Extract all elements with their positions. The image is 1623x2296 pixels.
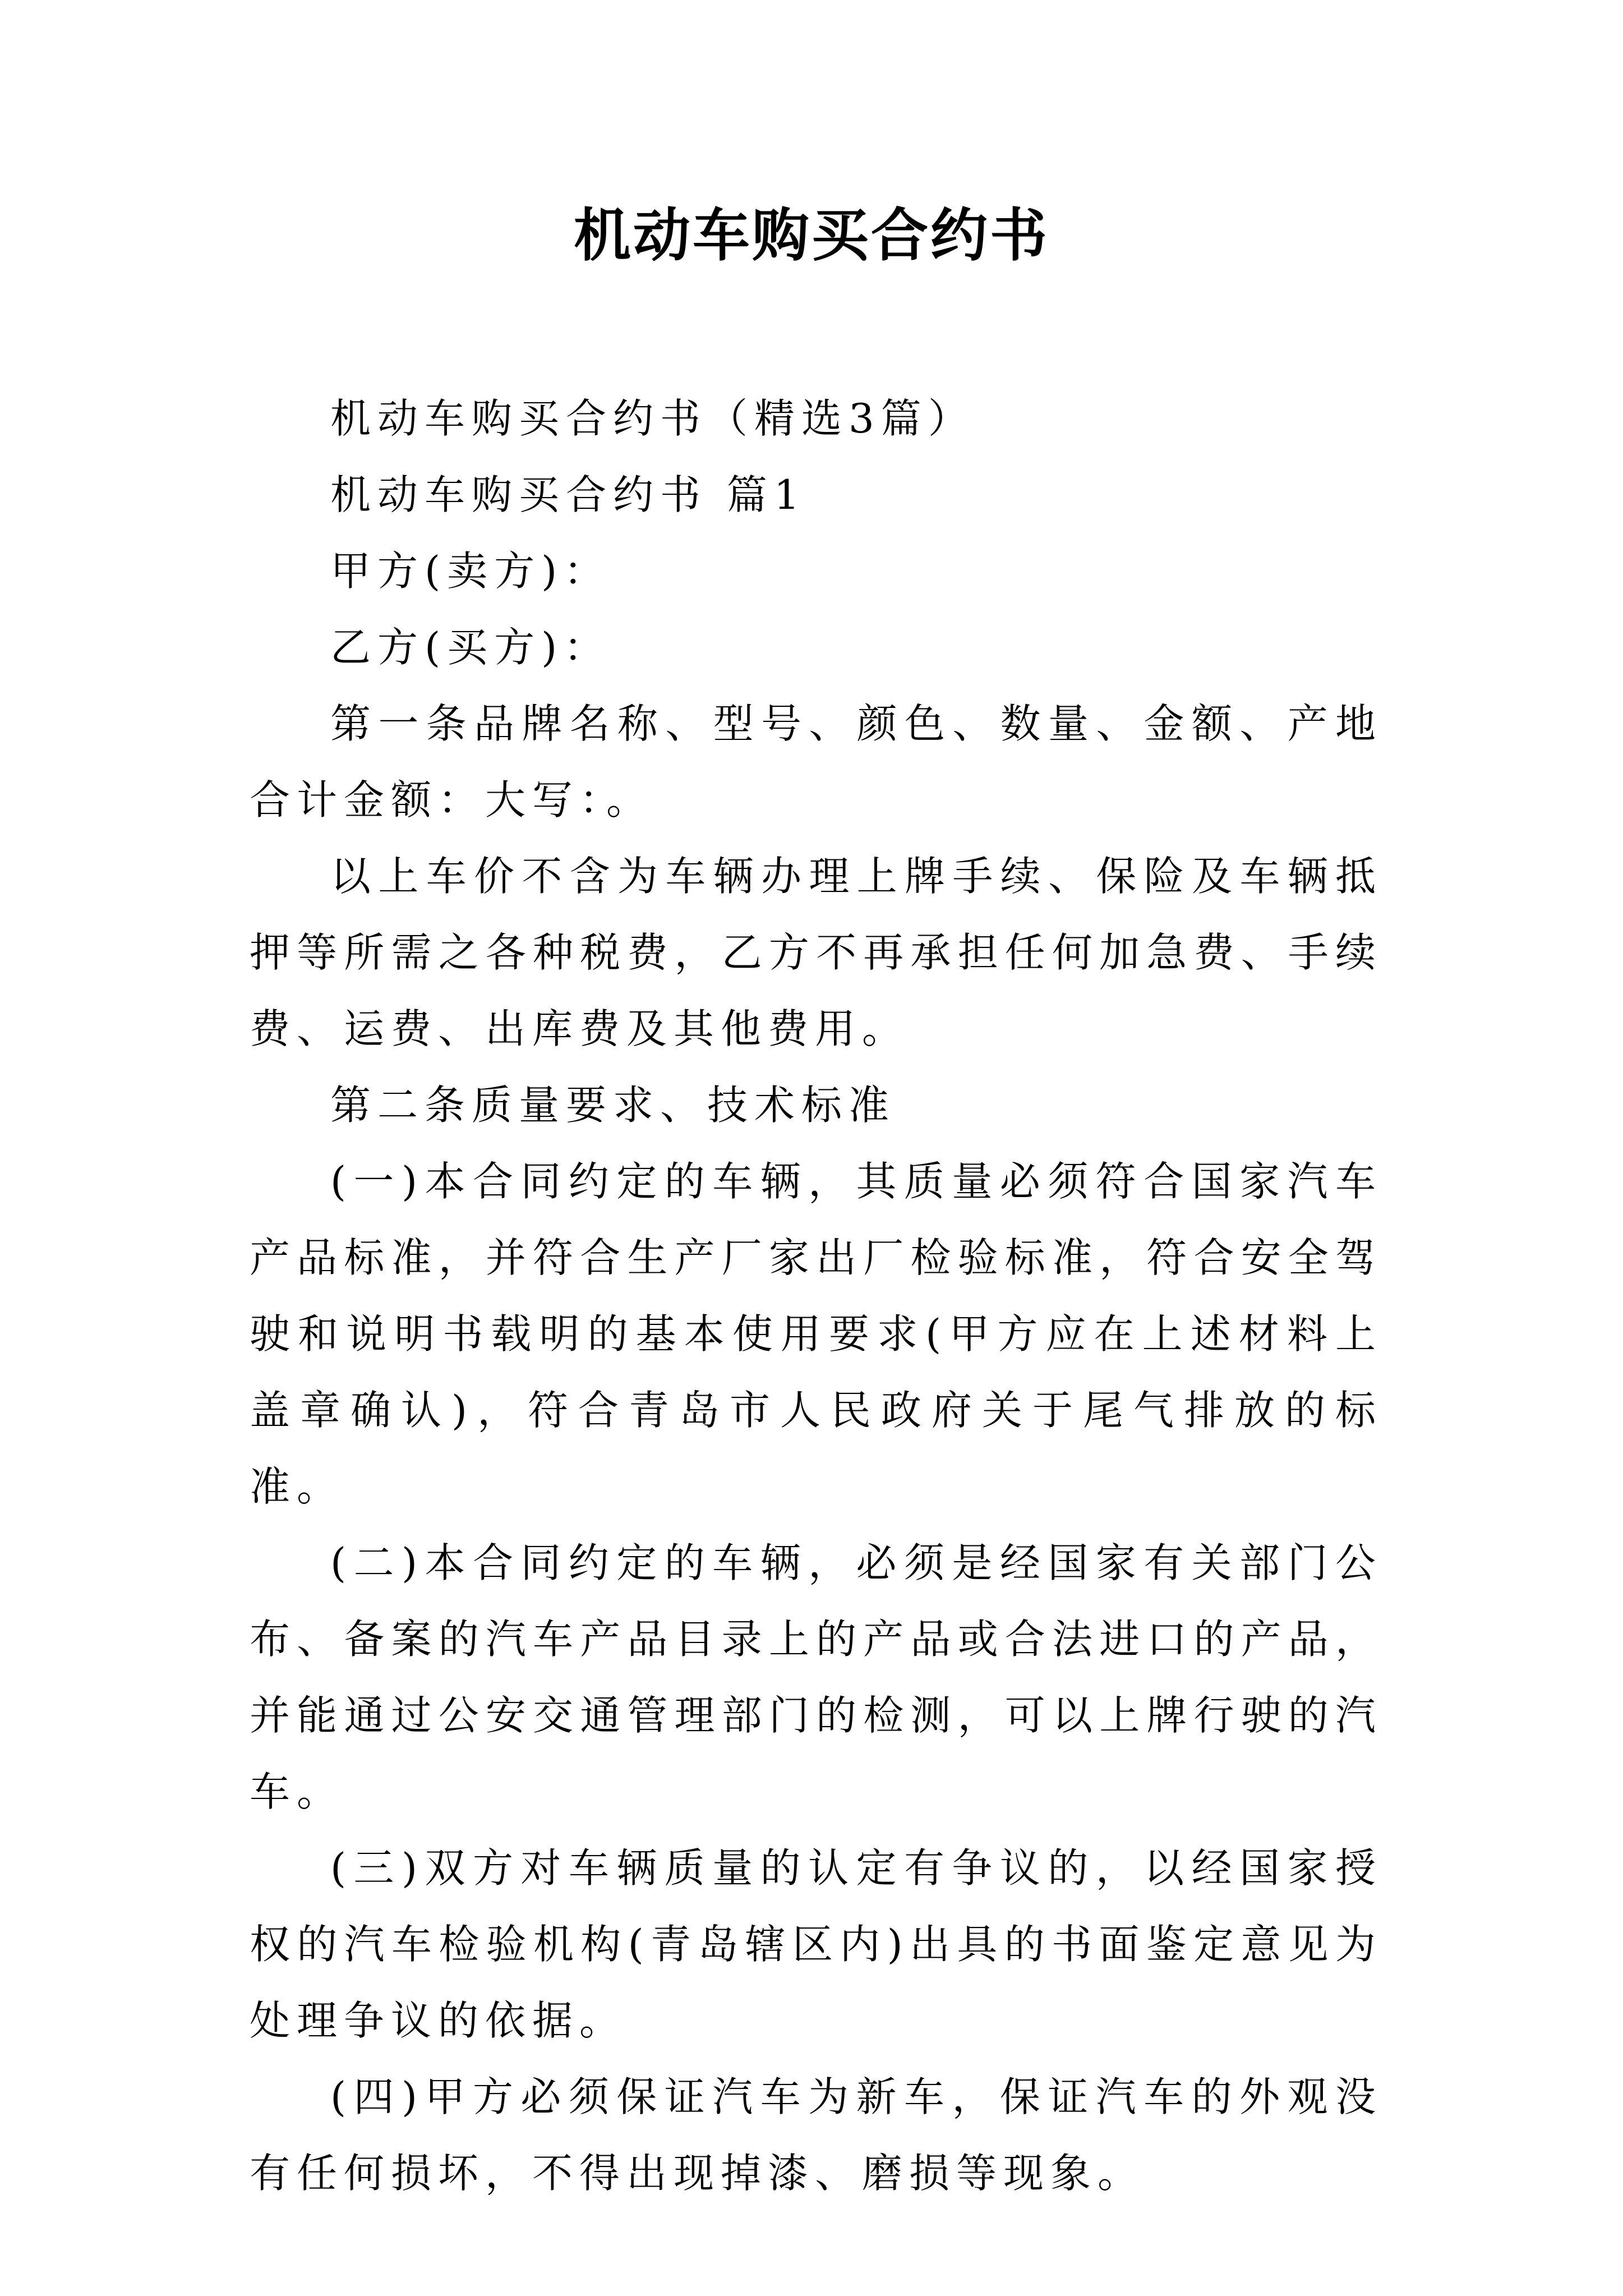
paragraph-clause-1: (一)本合同约定的车辆，其质量必须符合国家汽车产品标准，并符合生产厂家出厂检验标准，符合安全驾驶和说明书载明的基本使用要求(甲方应在上述材料上盖章确认)，符合青岛市人民政府关于尾气排放的标准。	[250, 1158, 1382, 1510]
document-body	[250, 380, 1382, 2211]
document-title: 机动车购买合约书	[574, 202, 1049, 269]
paragraph-article-1: 第一条品牌名称、型号、颜色、数量、金额、产地合计金额：大写：。	[250, 700, 1382, 823]
paragraph-article-2: 第二条质量要求、技术标准	[330, 1082, 896, 1129]
paragraph-party-b: 乙方(买方)：	[330, 624, 611, 671]
paragraph-clause-4: (四)甲方必须保证汽车为新车，保证汽车的外观没有任何损坏，不得出现掉漆、磨损等现象。	[250, 2073, 1382, 2197]
paragraph-clause-2: (二)本合同约定的车辆，必须是经国家有关部门公布、备案的汽车产品目录上的产品或合法进口的产品，并能通过公安交通管理部门的检测，可以上牌行驶的汽车。	[250, 1539, 1382, 1815]
paragraph-clause-3: (三)双方对车辆质量的认定有争议的，以经国家授权的汽车检验机构(青岛辖区内)出具的书面鉴定意见为处理争议的依据。	[250, 1844, 1382, 2044]
paragraph-party-a: 甲方(卖方)：	[330, 547, 611, 595]
paragraph-price-note: 以上车价不含为车辆办理上牌手续、保险及车辆抵押等所需之各种税费，乙方不再承担任何加急费、手续费、运费、出库费及其他费用。	[250, 853, 1382, 1052]
paragraph-subtitle: 机动车购买合约书（精选3篇）	[330, 395, 975, 442]
paragraph-section-heading: 机动车购买合约书 篇1	[330, 471, 806, 518]
